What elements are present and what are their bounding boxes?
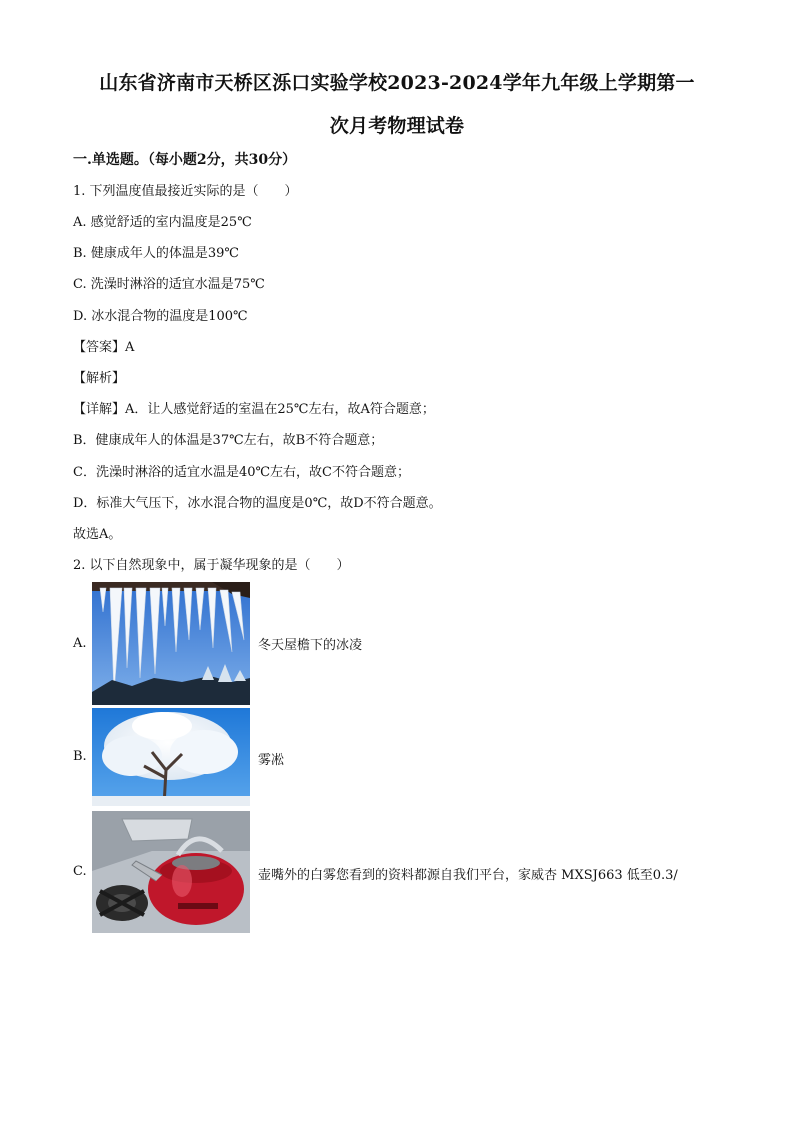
- question-2-option-a-letter: A.: [73, 636, 87, 651]
- question-1-option-a: A. 感觉舒适的室内温度是25℃: [73, 215, 252, 230]
- icicles-photo: [92, 582, 250, 705]
- question-2-option-b-caption: 雾凇: [258, 753, 285, 768]
- question-2-option-c-letter: C.: [73, 864, 87, 879]
- explanation-line-4: D．标准大气压下，冰水混合物的温度是0℃，故D不符合题意。: [73, 496, 442, 511]
- explanation-line-3: C．洗澡时淋浴的适宜水温是40℃左右，故C不符合题意；: [73, 465, 410, 480]
- question-1-option-d: D. 冰水混合物的温度是100℃: [73, 309, 248, 324]
- explanation-conclusion: 故选A。: [73, 527, 122, 542]
- question-2-option-b-letter: B.: [73, 749, 87, 764]
- question-2-option-a-caption: 冬天屋檐下的冰凌: [258, 638, 363, 653]
- question-2-option-c-caption: 壶嘴外的白雾您看到的资料都源自我们平台，家威杏 MXSJ663 低至0.3/: [258, 868, 678, 883]
- kettle-photo: [92, 811, 250, 933]
- answer-line: [73, 339, 134, 357]
- question-1-option-c: C. 洗澡时淋浴的适宜水温是75℃: [73, 277, 265, 292]
- rime-tree-photo: [92, 708, 250, 806]
- analysis-label: 【解析】: [73, 371, 126, 386]
- page-title-line-1: 山东省济南市天桥区泺口实验学校2023-2024学年九年级上学期第一: [99, 72, 695, 94]
- section-heading: 一.单选题。（每小题2分，共30分）: [73, 152, 297, 168]
- question-1-option-b: B. 健康成年人的体温是39℃: [73, 246, 239, 261]
- question-2-stem: 2. 以下自然现象中，属于凝华现象的是（ ）: [73, 558, 350, 573]
- explanation-line-2: B．健康成年人的体温是37℃左右，故B不符合题意；: [73, 433, 384, 448]
- page-title-line-2: 次月考物理试卷: [329, 115, 465, 137]
- answer-label: 【答案】: [73, 340, 126, 355]
- question-1-stem: 1. 下列温度值最接近实际的是（ ）: [73, 184, 298, 199]
- explanation-line-1: 【详解】A．让人感觉舒适的室温在25℃左右，故A符合题意；: [73, 402, 435, 417]
- answer-value: A: [125, 340, 135, 355]
